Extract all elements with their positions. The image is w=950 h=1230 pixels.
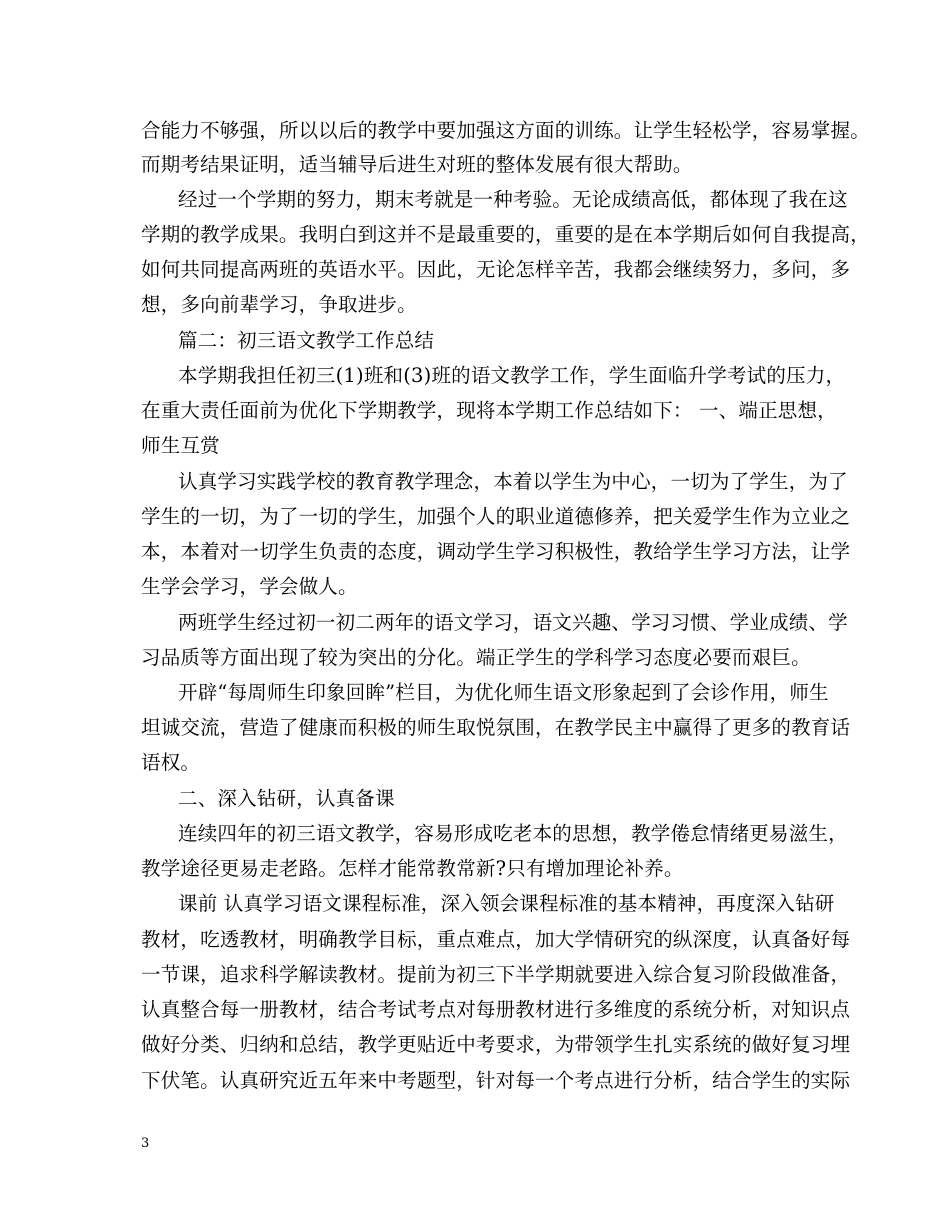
text-line: 连续四年的初三语文教学，容易形成吃老本的思想，教学倦怠情绪更易滋生， (178, 822, 848, 845)
text-line: 教学途径更易走老路。怎样才能常教常新?只有增加理论补养。 (141, 857, 684, 880)
text-line: 合能力不够强，所以以后的教学中要加强这方面的训练。让学生轻松学，容易掌握。 (141, 119, 870, 142)
text-line: 本，本着对一切学生负责的态度，调动学生学习积极性，教给学生学习方法，让学 (141, 540, 851, 563)
text-line: 在重大责任面前为优化下学期教学，现将本学期工作总结如下： 一、端正思想， (141, 399, 837, 422)
text-line: 生学会学习，学会做人。 (141, 575, 358, 598)
text-line: 如何共同提高两班的英语水平。因此，无论怎样辛苦，我都会继续努力，多问，多 (141, 258, 851, 281)
text-line: 想，多向前辈学习，争取进步。 (141, 293, 417, 316)
text-line: 一节课，追求科学解读教材。提前为初三下半学期就要进入综合复习阶段做准备， (141, 963, 851, 986)
text-line: 下伏笔。认真研究近五年来中考题型，针对每一个考点进行分析，结合学生的实际 (141, 1069, 851, 1092)
text-line: 经过一个学期的努力，期末考就是一种考验。无论成绩高低，都体现了我在这 (178, 188, 848, 211)
text-line: 做好分类、归纳和总结，教学更贴近中考要求，为带领学生扎实系统的做好复习埋 (141, 1033, 851, 1056)
text-line: 而期考结果证明，适当辅导后进生对班的整体发展有很大帮助。 (141, 153, 693, 176)
page-number: 3 (141, 1136, 150, 1151)
text-line: 学期的教学成果。我明白到这并不是最重要的，重要的是在本学期后如何自我提高， (141, 223, 870, 246)
text-line: 习品质等方面出现了较为突出的分化。端正学生的学科学习态度必要而艰巨。 (141, 646, 811, 669)
text-line: 语权。 (141, 751, 201, 774)
text-line: 认真整合每一册教材，结合考试考点对每册教材进行多维度的系统分析，对知识点 (141, 998, 851, 1021)
text-line: 两班学生经过初一初二两年的语文学习，语文兴趣、学习习惯、学业成绩、学 (178, 611, 848, 634)
text-line: 坦诚交流，营造了健康而积极的师生取悦氛围，在教学民主中赢得了更多的教育话 (141, 716, 851, 739)
section-heading: 篇二：初三语文教学工作总结 (178, 329, 435, 352)
section-heading: 二、深入钻研，认真备课 (178, 787, 395, 810)
text-line: 师生互赏 (141, 434, 220, 457)
text-line: 教材，吃透教材，明确教学目标，重点难点，加大学情研究的纵深度，认真备好每 (141, 928, 851, 951)
text-line: 本学期我担任初三(1)班和(3)班的语文教学工作，学生面临升学考试的压力， (178, 364, 846, 387)
text-line: 开辟“每周师生印象回眸”栏目，为优化师生语文形象起到了会诊作用，师生 (178, 681, 829, 704)
text-line: 学生的一切，为了一切的学生，加强个人的职业道德修养，把关爱学生作为立业之 (141, 505, 851, 528)
text-line: 课前 认真学习语文课程标准，深入领会课程标准的基本精神，再度深入钻研 (178, 892, 835, 915)
text-line: 认真学习实践学校的教育教学理念，本着以学生为中心，一切为了学生，为了 (178, 470, 848, 493)
